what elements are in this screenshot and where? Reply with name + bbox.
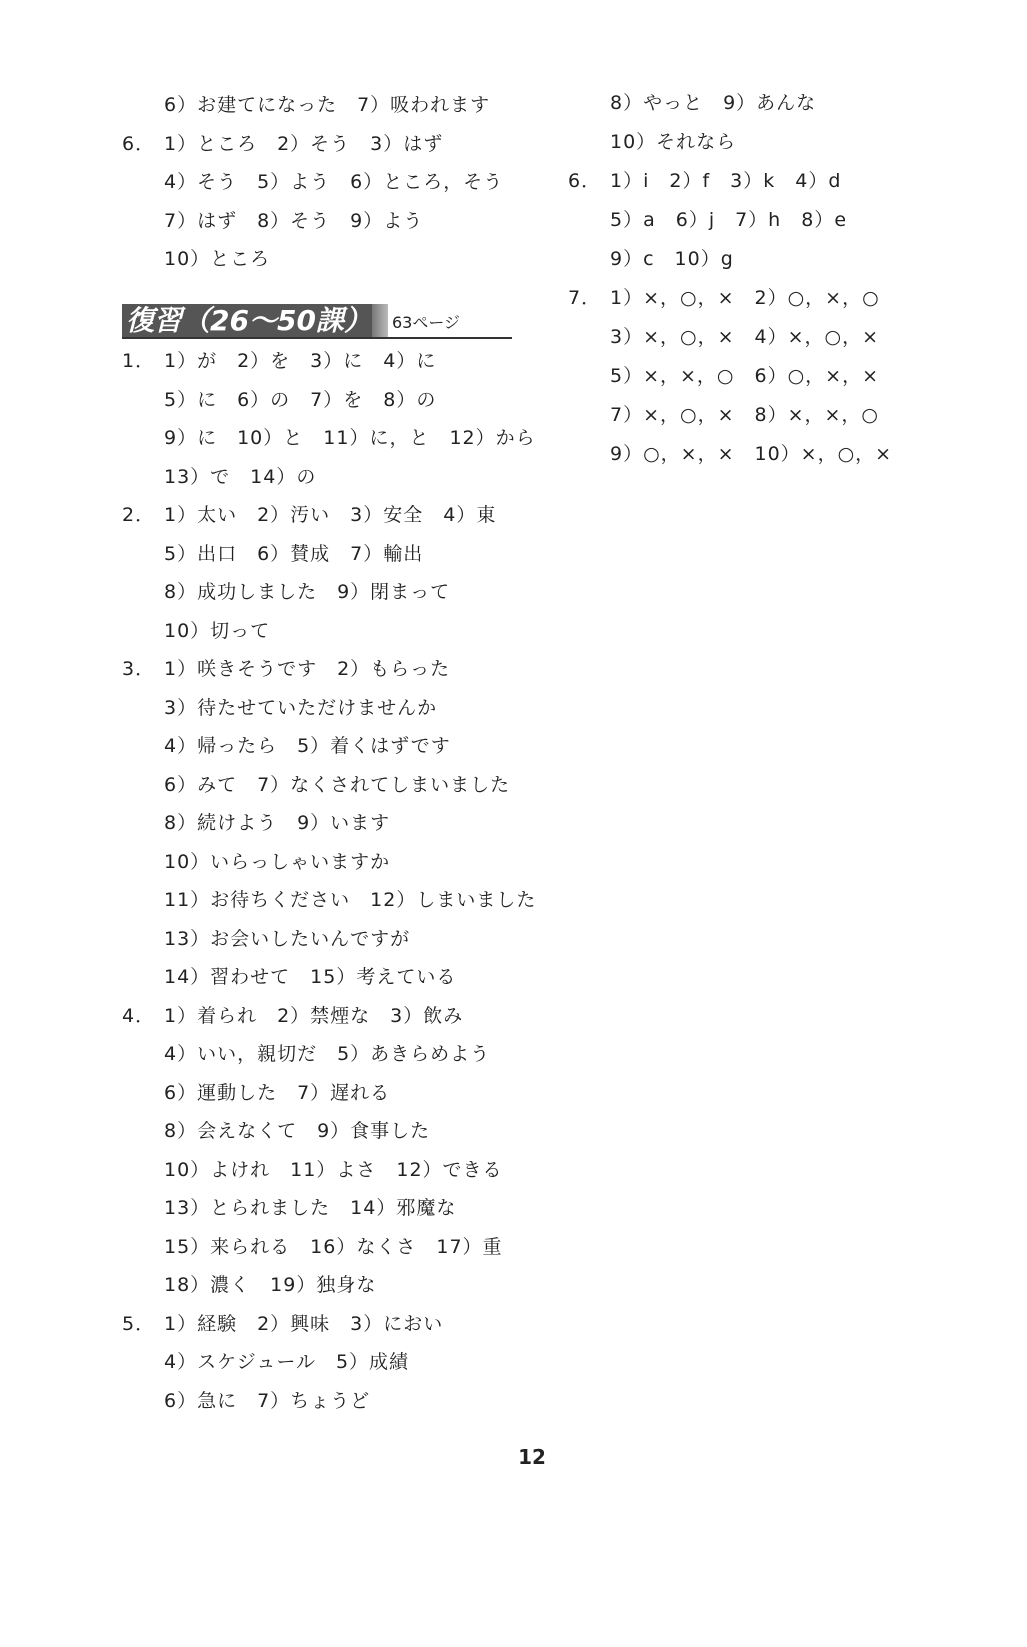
review-title: 復習（26～50課） [122, 304, 376, 338]
answer-text: 1）×，○，× 2）○，×，○ [610, 287, 880, 309]
question-number: 4． [122, 1004, 156, 1027]
review-underline [122, 337, 512, 339]
answer-text: 6）みて 7）なくされてしまいました [164, 773, 511, 796]
answer-text: 8）続けよう 9）います [164, 812, 391, 834]
answer-line [122, 163, 522, 202]
answer-line [122, 535, 522, 574]
answer-line [122, 240, 522, 279]
answer-text: 5）出口 6）賛成 7）輸出 [164, 542, 424, 565]
answer-text: 7）×，○，× 8）×，×，○ [610, 404, 880, 426]
answer-text: 18）濃く 19）独身な [164, 1274, 377, 1296]
question-number: 1． [122, 350, 156, 372]
answer-text: 1）咲きそうです 2）もらった [164, 658, 451, 680]
answer-line [122, 804, 522, 843]
answer-text: 15）来られる 16）なくさ 17）重 [164, 1235, 503, 1258]
question-number: 6． [122, 132, 156, 155]
answer-line [122, 881, 537, 920]
answer-line [122, 920, 522, 959]
answer-line [568, 201, 908, 240]
answer-line [122, 1035, 522, 1074]
answer-text: 10）それなら [610, 131, 737, 153]
answer-text: 10）切って [164, 619, 271, 642]
review-section-header [122, 304, 512, 340]
answer-text: 8）成功しました 9）閉まって [164, 581, 451, 603]
answer-line [122, 1266, 522, 1305]
answer-line [122, 458, 522, 497]
answers-top-block [122, 86, 522, 279]
answer-text: 10）ところ [164, 248, 271, 270]
answer-text: 13）で 14）の [164, 465, 317, 488]
answer-line [122, 766, 522, 805]
answer-text: 9）○，×，× 10）×，○，× [610, 443, 893, 465]
answer-line [122, 1343, 522, 1382]
answer-text: 1）経験 2）興味 3）におい [164, 1312, 444, 1335]
answer-line [122, 419, 536, 458]
answer-line [568, 318, 908, 357]
answer-line [122, 843, 522, 882]
answer-text: 6）運動した 7）遅れる [164, 1081, 391, 1104]
answer-line [122, 86, 522, 125]
answer-text: 7）はず 8）そう 9）よう [164, 209, 424, 232]
answer-text: 1）が 2）を 3）に 4）に [164, 350, 437, 372]
answer-line [568, 435, 908, 474]
answer-text: 6）急に 7）ちょうど [164, 1389, 371, 1412]
answer-text: 10）いらっしゃいますか [164, 850, 391, 873]
answer-text: 4）そう 5）よう 6）ところ，そう [164, 171, 504, 193]
answer-text: 13）お会いしたいんですが [164, 927, 411, 950]
answer-line [122, 202, 522, 241]
answer-line [568, 240, 908, 279]
answer-line [122, 958, 522, 997]
question-number: 7． [568, 287, 602, 309]
left-column [122, 86, 522, 279]
question-number: 3． [122, 658, 156, 680]
answer-line [122, 1151, 522, 1190]
review-title-gradient [372, 304, 388, 338]
answer-text: 1）ところ 2）そう 3）はず [164, 132, 444, 155]
answer-line [122, 342, 522, 381]
answer-text: 13）とられました 14）邪魔な [164, 1197, 457, 1219]
answer-line [568, 357, 908, 396]
answer-line [122, 1228, 522, 1267]
answer-text: 4）帰ったら 5）着くはずです [164, 735, 451, 757]
answer-text: 4）いい，親切だ 5）あきらめよう [164, 1043, 491, 1065]
answer-text: 6）お建てになった 7）吸われます [164, 94, 491, 116]
answer-line [122, 650, 522, 689]
answer-line [122, 573, 522, 612]
answer-text: 10）よけれ 11）よさ 12）できる [164, 1158, 503, 1181]
answer-line [122, 1074, 522, 1113]
answer-text: 8）会えなくて 9）食事した [164, 1120, 431, 1142]
answer-text: 5）a 6）j 7）h 8）e [610, 209, 848, 231]
answer-line [122, 1189, 522, 1228]
answer-line [122, 1305, 522, 1344]
answer-text: 8）やっと 9）あんな [610, 92, 817, 114]
answer-line [568, 279, 908, 318]
answer-text: 1）着られ 2）禁煙な 3）飲み [164, 1004, 464, 1027]
question-number: 6． [568, 170, 602, 192]
review-answers-block [122, 342, 537, 1420]
answer-line [122, 727, 522, 766]
answer-text: 5）×，×，○ 6）○，×，× [610, 365, 880, 387]
answer-text: 1）i 2）f 3）k 4）d [610, 170, 842, 192]
answer-text: 3）×，○，× 4）×，○，× [610, 326, 880, 348]
answer-text: 3）待たせていただけませんか [164, 696, 438, 719]
answer-line [568, 396, 908, 435]
right-column [568, 84, 908, 474]
answer-line [122, 381, 522, 420]
answer-line [122, 125, 522, 164]
answer-line [122, 612, 522, 651]
question-number: 5． [122, 1312, 156, 1335]
review-page-ref: 63ページ [392, 313, 461, 332]
answer-text: 9）に 10）と 11）に，と 12）から [164, 427, 536, 449]
question-number: 2． [122, 504, 156, 526]
answer-text: 4）スケジュール 5）成績 [164, 1351, 410, 1373]
answer-line [122, 1382, 522, 1421]
answer-line [122, 997, 522, 1036]
answer-text: 14）習わせて 15）考えている [164, 966, 457, 988]
answer-line [122, 1112, 522, 1151]
page-number: 12 [518, 1445, 546, 1469]
answer-text: 5）に 6）の 7）を 8）の [164, 388, 437, 411]
answer-text: 1）太い 2）汚い 3）安全 4）東 [164, 504, 497, 526]
answer-line [568, 162, 908, 201]
answer-line [568, 84, 908, 123]
answer-line [122, 689, 522, 728]
answer-line [122, 496, 522, 535]
answer-text: 9）c 10）g [610, 248, 734, 270]
answer-text: 11）お待ちください 12）しまいました [164, 889, 537, 911]
answer-line [568, 123, 908, 162]
